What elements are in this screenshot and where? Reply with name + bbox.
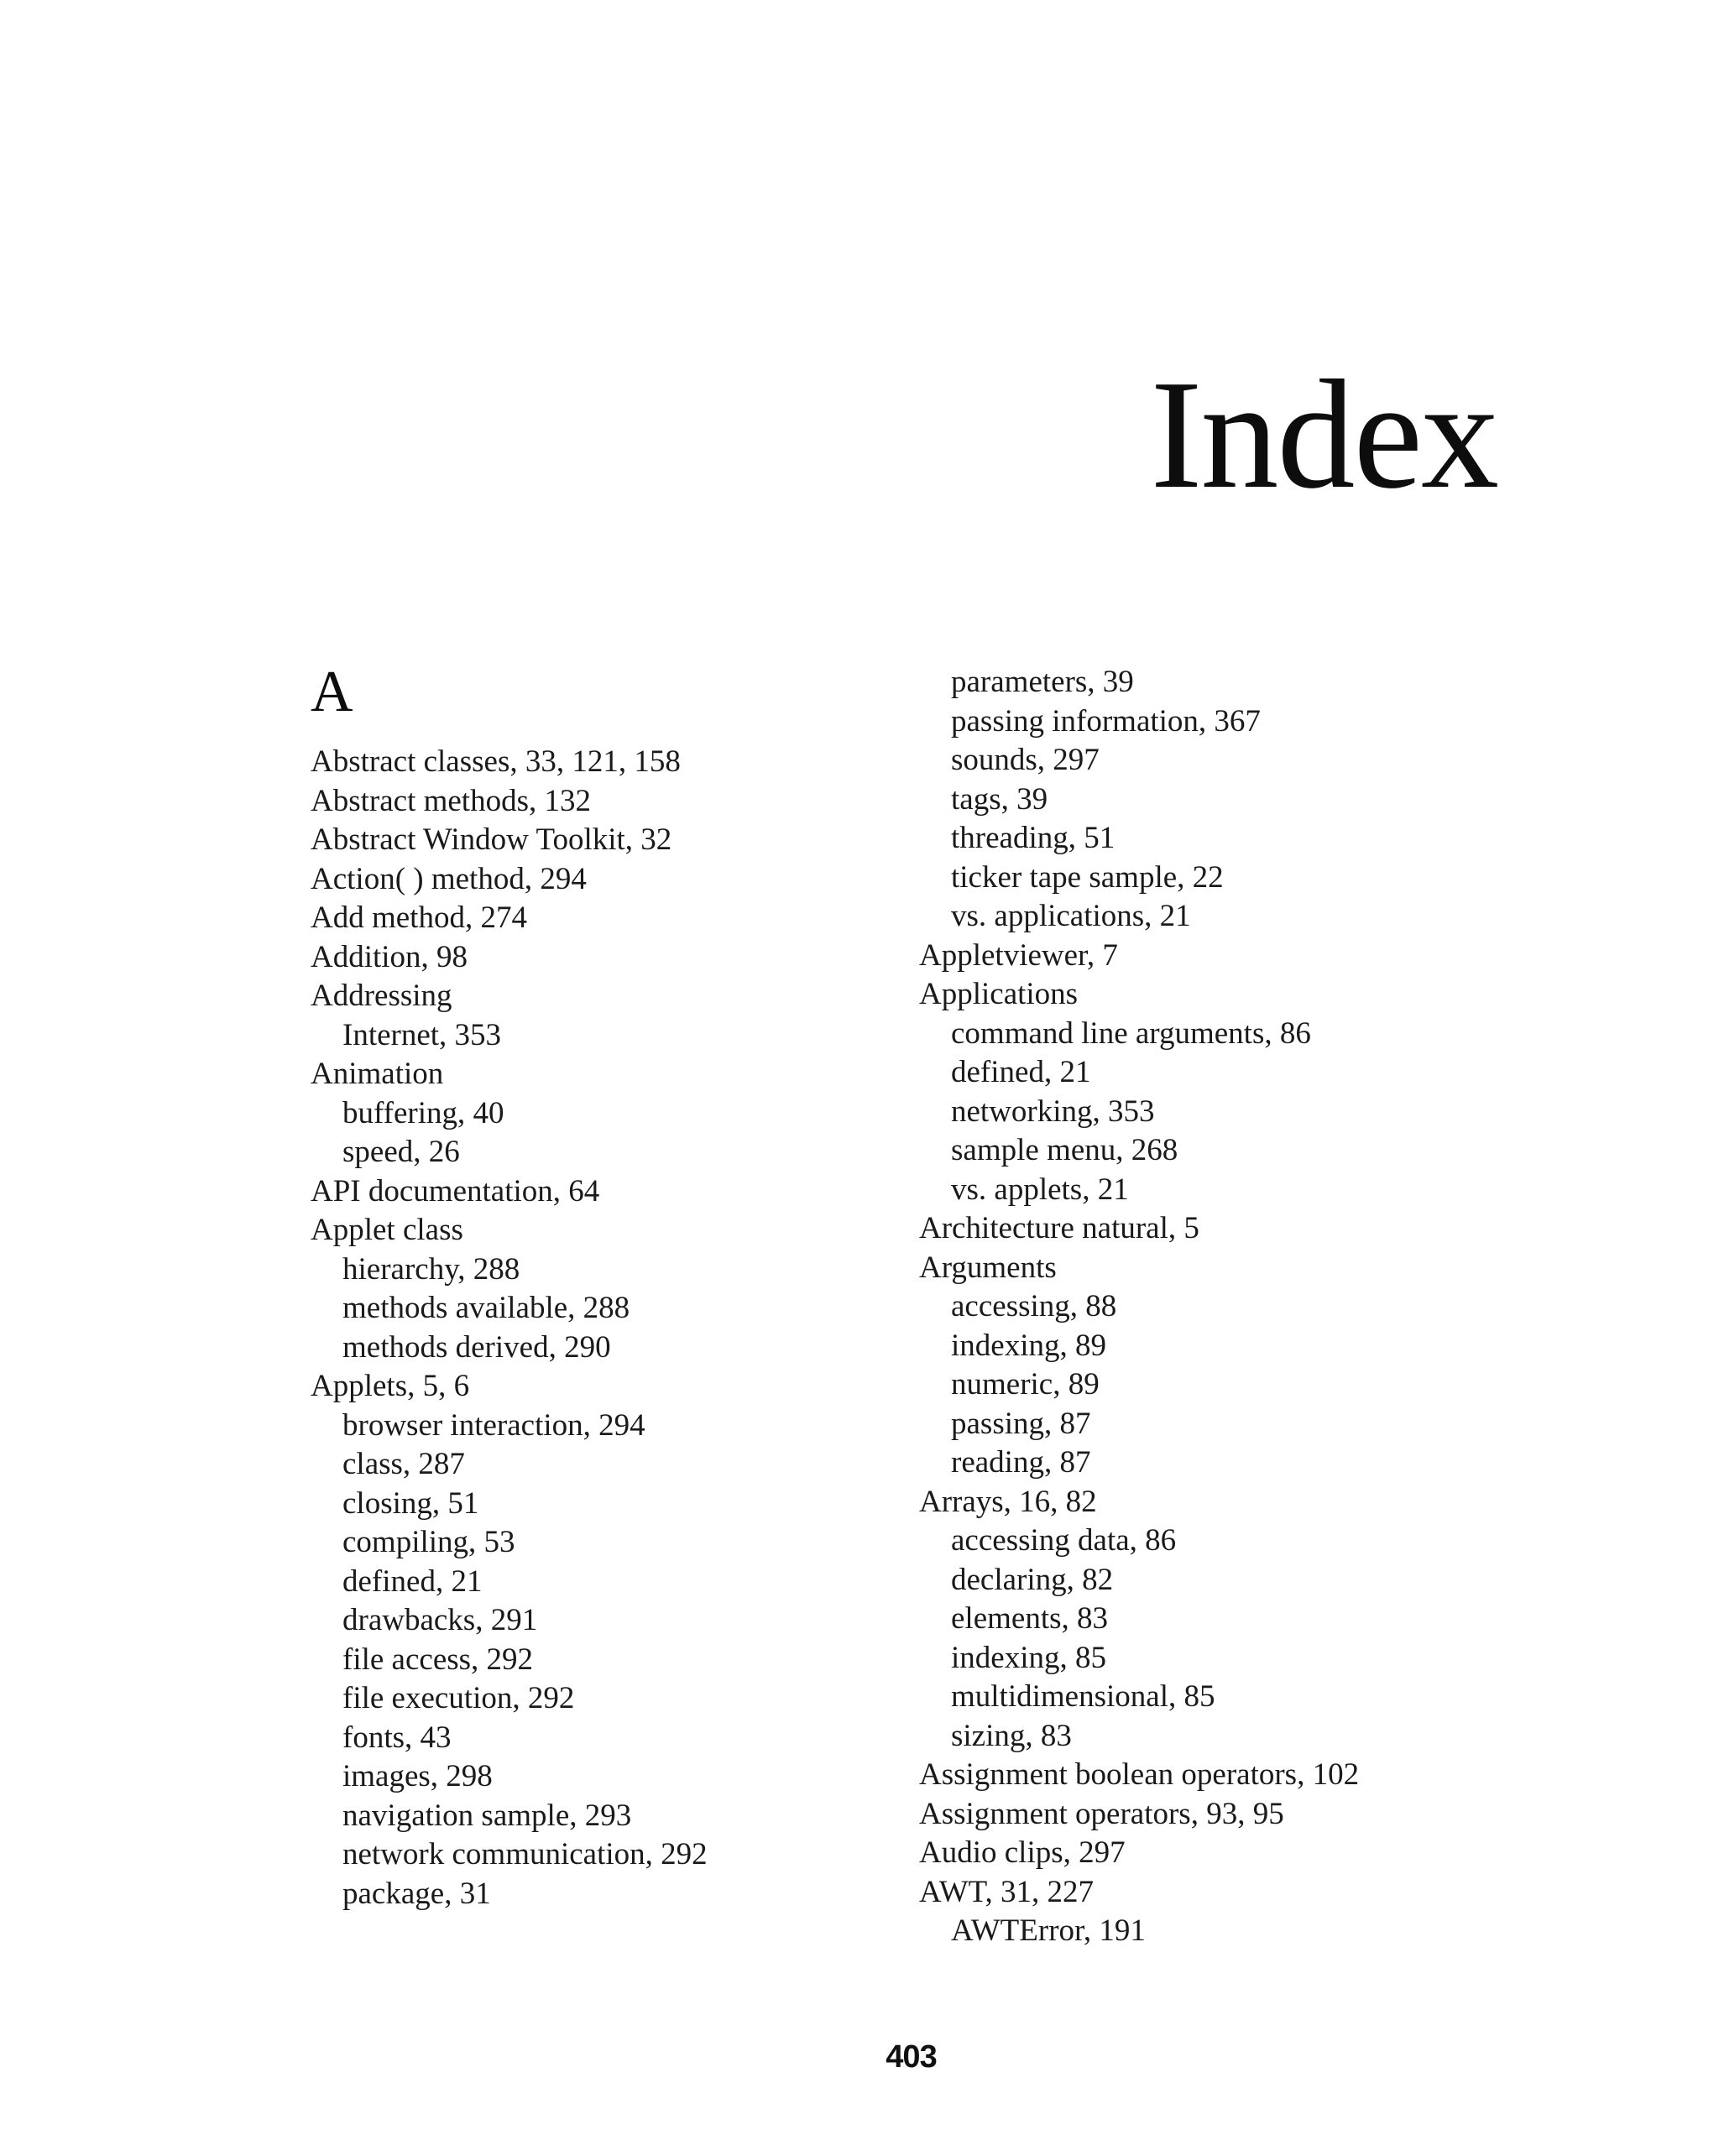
index-subentry: accessing data, 86 bbox=[951, 1523, 1177, 1558]
index-entry: Applet class bbox=[311, 1213, 463, 1247]
index-subentry: methods derived, 290 bbox=[342, 1329, 611, 1365]
index-entry: Abstract Window Toolkit, 32 bbox=[311, 822, 672, 857]
index-subentry: sounds, 297 bbox=[951, 743, 1100, 777]
index-subentry: sizing, 83 bbox=[951, 1718, 1072, 1753]
index-subentry: sample menu, 268 bbox=[951, 1133, 1178, 1167]
index-subentry: vs. applets, 21 bbox=[951, 1172, 1129, 1207]
index-subentry: defined, 21 bbox=[951, 1055, 1091, 1089]
index-subentry: numeric, 89 bbox=[951, 1367, 1100, 1402]
index-subentry: hierarchy, 288 bbox=[342, 1251, 520, 1287]
index-subentry: passing information, 367 bbox=[951, 703, 1261, 739]
index-subentry: class, 287 bbox=[342, 1447, 465, 1481]
index-subentry: parameters, 39 bbox=[951, 665, 1134, 699]
index-subentry: tags, 39 bbox=[951, 781, 1048, 817]
index-entry: Applets, 5, 6 bbox=[311, 1369, 470, 1403]
section-letter: A bbox=[311, 660, 353, 724]
index-subentry: navigation sample, 293 bbox=[342, 1798, 632, 1833]
index-entry: Assignment boolean operators, 102 bbox=[919, 1757, 1360, 1792]
index-entry: Arrays, 16, 82 bbox=[919, 1484, 1097, 1519]
index-entry: API documentation, 64 bbox=[311, 1173, 600, 1209]
index-subentry: indexing, 85 bbox=[951, 1640, 1106, 1675]
index-entry: Addition, 98 bbox=[311, 939, 468, 974]
index-subentry: network communication, 292 bbox=[342, 1837, 708, 1871]
index-entry: Abstract methods, 132 bbox=[311, 783, 591, 818]
index-subentry: file execution, 292 bbox=[342, 1681, 575, 1715]
page-number: 403 bbox=[886, 2039, 937, 2075]
index-entry: Appletviewer, 7 bbox=[919, 937, 1118, 973]
index-subentry: browser interaction, 294 bbox=[342, 1407, 645, 1443]
index-subentry: closing, 51 bbox=[342, 1485, 479, 1521]
index-subentry: AWTError, 191 bbox=[951, 1913, 1146, 1948]
index-subentry: speed, 26 bbox=[342, 1135, 460, 1169]
index-subentry: accessing, 88 bbox=[951, 1289, 1117, 1323]
index-entry: Audio clips, 297 bbox=[919, 1835, 1126, 1870]
index-entry: Assignment operators, 93, 95 bbox=[919, 1796, 1284, 1831]
index-subentry: threading, 51 bbox=[951, 821, 1116, 855]
index-subentry: images, 298 bbox=[342, 1759, 493, 1793]
index-subentry: methods available, 288 bbox=[342, 1291, 630, 1325]
index-subentry: reading, 87 bbox=[951, 1445, 1091, 1480]
index-subentry: Internet, 353 bbox=[342, 1017, 502, 1052]
index-subentry: fonts, 43 bbox=[342, 1720, 452, 1755]
index-column-left bbox=[311, 743, 898, 1913]
index-subentry: declaring, 82 bbox=[951, 1562, 1114, 1597]
index-subentry: defined, 21 bbox=[342, 1563, 483, 1599]
index-subentry: indexing, 89 bbox=[951, 1328, 1106, 1363]
index-subentry: drawbacks, 291 bbox=[342, 1603, 538, 1637]
index-entry: Abstract classes, 33, 121, 158 bbox=[311, 744, 681, 779]
index-subentry: multidimensional, 85 bbox=[951, 1679, 1215, 1714]
index-entry: Applications bbox=[919, 977, 1079, 1011]
index-entry: Animation bbox=[311, 1057, 444, 1091]
index-subentry: ticker tape sample, 22 bbox=[951, 859, 1224, 895]
index-subentry: file access, 292 bbox=[342, 1642, 534, 1677]
index-entry: AWT, 31, 227 bbox=[919, 1874, 1095, 1909]
index-subentry: elements, 83 bbox=[951, 1601, 1109, 1636]
index-subentry: command line arguments, 86 bbox=[951, 1015, 1311, 1051]
index-subentry: package, 31 bbox=[342, 1876, 491, 1911]
page-title: Index bbox=[1150, 347, 1497, 521]
index-entry: Action( ) method, 294 bbox=[311, 861, 587, 896]
index-subentry: networking, 353 bbox=[951, 1094, 1155, 1129]
index-subentry: buffering, 40 bbox=[342, 1095, 504, 1130]
index-entry: Add method, 274 bbox=[311, 901, 527, 935]
index-subentry: passing, 87 bbox=[951, 1406, 1091, 1441]
index-entry: Architecture natural, 5 bbox=[919, 1211, 1199, 1245]
index-entry: Addressing bbox=[311, 979, 452, 1013]
index-entry: Arguments bbox=[919, 1250, 1057, 1285]
index-column-right bbox=[919, 663, 1523, 1951]
index-subentry: vs. applications, 21 bbox=[951, 899, 1191, 933]
index-subentry: compiling, 53 bbox=[342, 1525, 515, 1559]
